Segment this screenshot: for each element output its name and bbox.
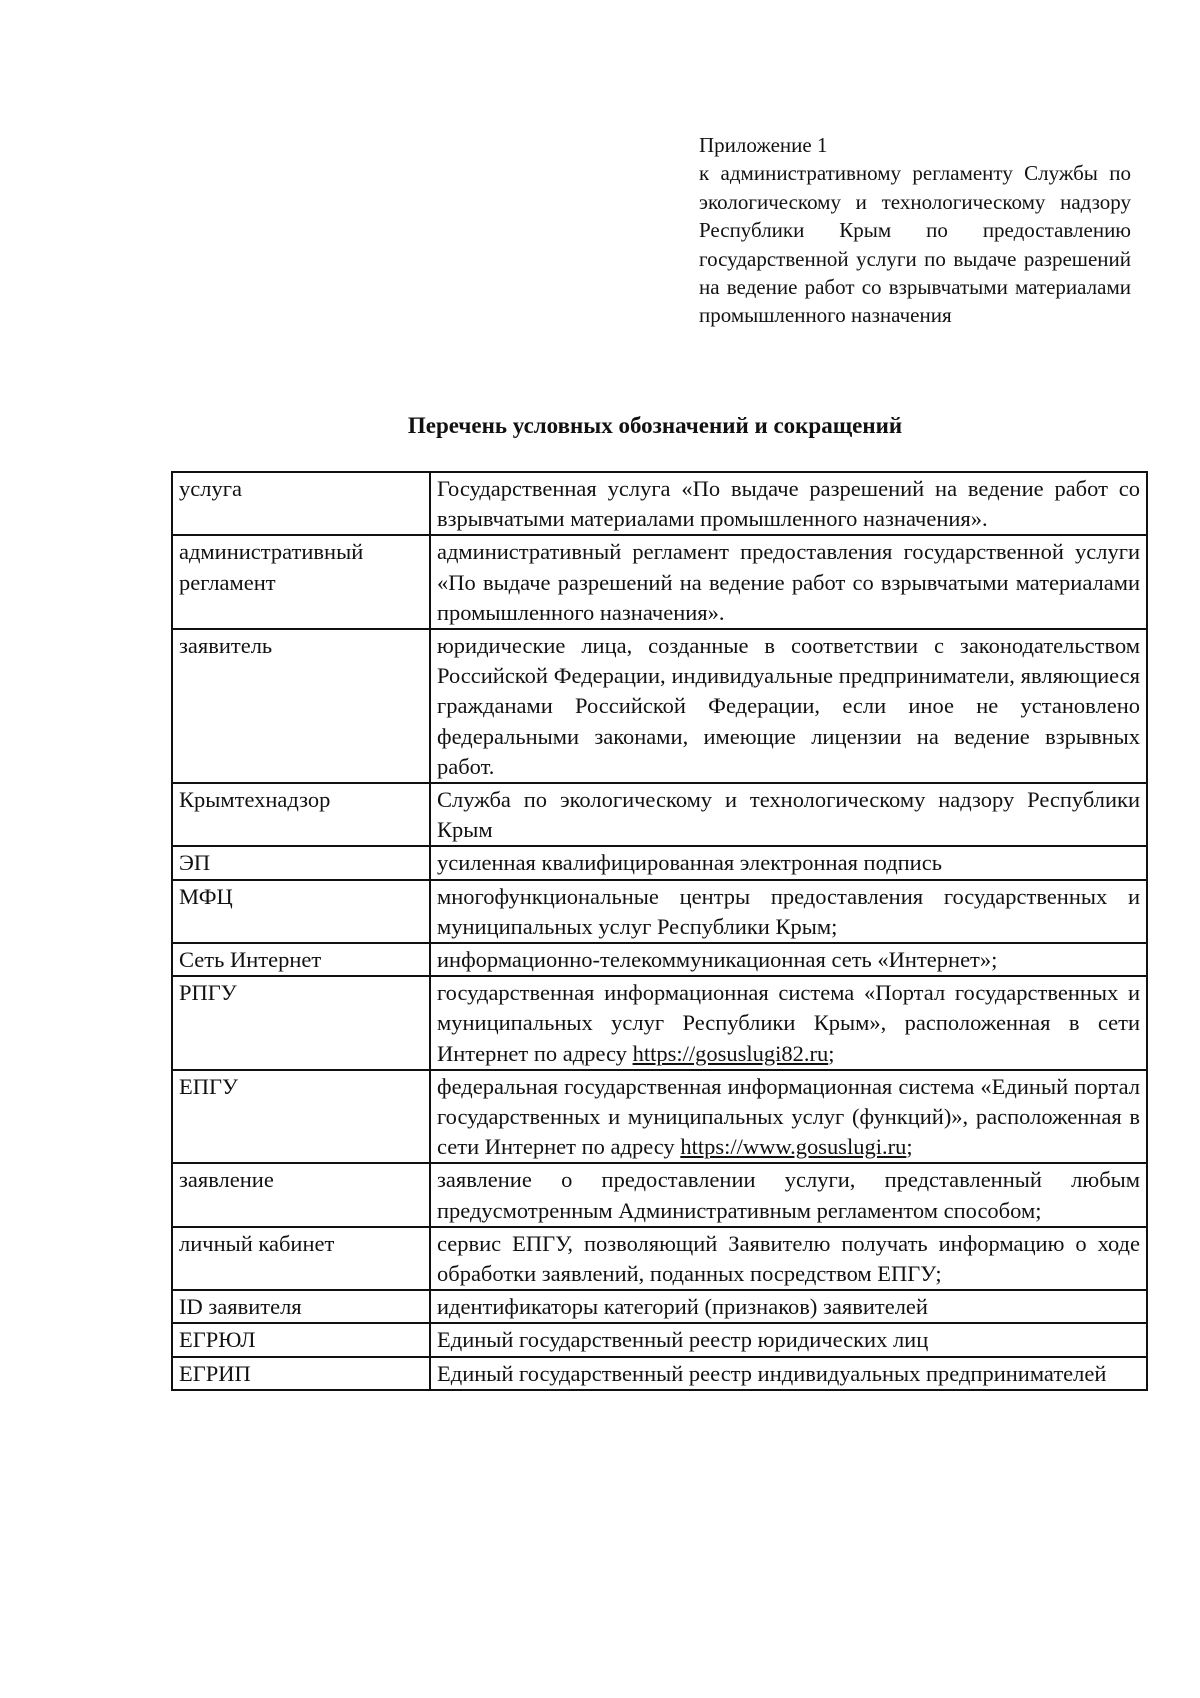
table-row (172, 1163, 1147, 1226)
term-cell: ЕГРЮЛ (172, 1323, 430, 1356)
term-cell: административный регламент (172, 535, 430, 629)
document-title: Перечень условных обозначений и сокращений (407, 413, 903, 438)
term-cell: Сеть Интернет (172, 943, 430, 976)
definition-cell: Единый государственный реестр юридических лиц (430, 1323, 1147, 1356)
term-cell: заявление (172, 1163, 430, 1226)
term-cell: ЕПГУ (172, 1070, 430, 1164)
term-cell: заявитель (172, 629, 430, 783)
appendix-description: к административному регламенту Службы по экологическому и технологическому надзору Республики Крым по предоставлению государственной услуги по выдаче разрешений на ведение работ со взрывчатыми материалами промышленного назначения (699, 161, 1131, 328)
term-cell: ID заявителя (172, 1290, 430, 1323)
table-row (172, 472, 1147, 535)
epgu-portal-link[interactable]: https://www.gosuslugi.ru (680, 1134, 907, 1160)
table-row (172, 535, 1147, 629)
table-row (172, 880, 1147, 943)
definition-punctuation: ; (828, 1040, 835, 1066)
definition-cell: Государственная услуга «По выдаче разрешений на ведение работ со взрывчатыми материалами промышленного назначения». (430, 472, 1147, 535)
definition-cell: Служба по экологическому и технологическому надзору Республики Крым (430, 783, 1147, 846)
appendix-number: Приложение 1 (699, 133, 828, 157)
appendix-header (699, 131, 1131, 330)
definition-cell: административный регламент предоставления государственной услуги «По выдаче разрешений на ведение работ со взрывчатыми материалами промышленного назначения». (430, 535, 1147, 629)
definition-cell (430, 976, 1147, 1070)
table-row (172, 1357, 1147, 1390)
definition-punctuation: ; (906, 1134, 913, 1160)
definition-cell: идентификаторы категорий (признаков) заявителей (430, 1290, 1147, 1323)
abbreviations-table (171, 471, 1148, 1391)
definition-cell (430, 1070, 1147, 1164)
definition-cell: информационно-телекоммуникационная сеть «Интернет»; (430, 943, 1147, 976)
table-row (172, 1290, 1147, 1323)
table-row (172, 783, 1147, 846)
definition-cell: многофункциональные центры предоставления государственных и муниципальных услуг Республики Крым; (430, 880, 1147, 943)
rpgu-portal-link[interactable]: https://gosuslugi82.ru (632, 1040, 829, 1066)
definition-cell: сервис ЕПГУ, позволяющий Заявителю получать информацию о ходе обработки заявлений, поданных посредством ЕПГУ; (430, 1227, 1147, 1290)
definition-text: федеральная государственная информационная система «Единый портал государственных и муниципальных услуг (функций)», расположенная в сети Интернет по адресу (437, 1073, 1140, 1160)
table-row (172, 1227, 1147, 1290)
definition-cell: юридические лица, созданные в соответствии с законодательством Российской Федерации, индивидуальные предприниматели, являющиеся гражданами Российской Федерации, если иное не установлено федеральными законами, имеющие лицензии на ведение взрывных работ. (430, 629, 1147, 783)
table-row (172, 1323, 1147, 1356)
term-cell: ЕГРИП (172, 1357, 430, 1390)
definition-cell: заявление о предоставлении услуги, представленный любым предусмотренным Административным регламентом способом; (430, 1163, 1147, 1226)
term-cell: личный кабинет (172, 1227, 430, 1290)
table-row (172, 943, 1147, 976)
definition-text: государственная информационная система «Портал государственных и муниципальных услуг Республики Крым», расположенная в сети Интернет по адресу (437, 980, 1140, 1066)
term-cell: РПГУ (172, 976, 430, 1070)
term-cell: Крымтехнадзор (172, 783, 430, 846)
table-row (172, 976, 1147, 1070)
definition-cell: Единый государственный реестр индивидуальных предпринимателей (430, 1357, 1147, 1390)
term-cell: МФЦ (172, 880, 430, 943)
table-row (172, 629, 1147, 783)
term-cell: услуга (172, 472, 430, 535)
term-cell: ЭП (172, 846, 430, 879)
definition-cell: усиленная квалифицированная электронная подпись (430, 846, 1147, 879)
table-row (172, 1070, 1147, 1164)
table-row (172, 846, 1147, 879)
